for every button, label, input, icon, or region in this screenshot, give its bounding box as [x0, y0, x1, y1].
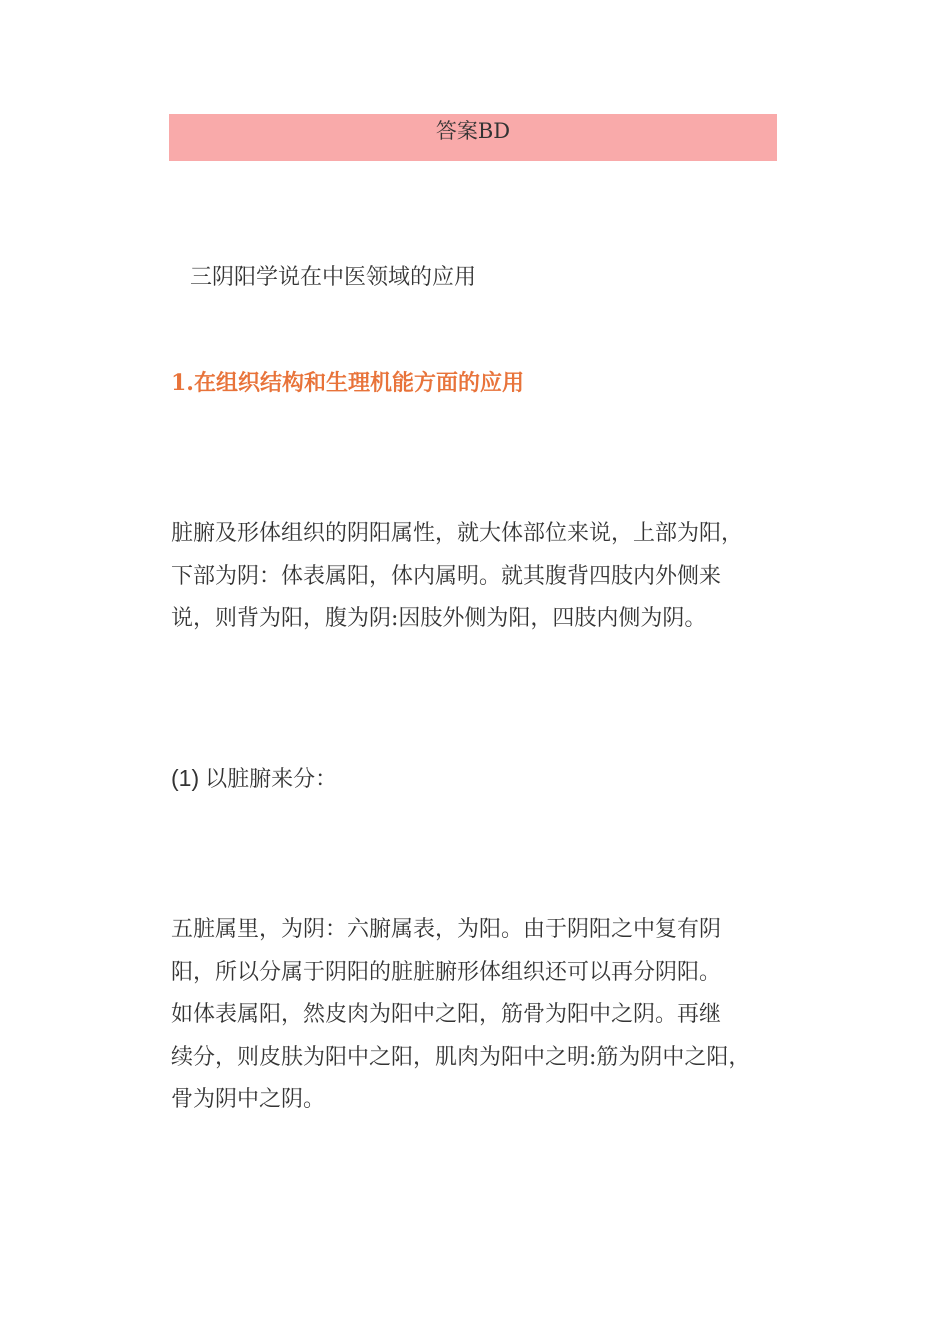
- item-number: (1): [171, 765, 200, 791]
- paragraph-line: 脏腑及形体组织的阴阳属性，就大体部位来说，上部为阳，: [171, 521, 744, 546]
- paragraph-line: 说，则背为阳，腹为阴:因肢外侧为阳，四肢内侧为阴。: [171, 606, 707, 631]
- answer-banner-text: 答案BD: [435, 119, 511, 143]
- item-label: [171, 762, 337, 796]
- sub-heading: 1.在组织结构和生理机能方面的应用: [171, 370, 524, 396]
- paragraph-line: 下部为阴：体表属阳，体内属明。就其腹背四肢内外侧来: [171, 563, 722, 589]
- paragraph-body-2: [171, 909, 791, 1122]
- section-title: 三阴阳学说在中医领域的应用: [190, 265, 477, 290]
- paragraph-line: 续分，则皮肤为阳中之阳，肌肉为阳中之明:筋为阴中之阳，: [171, 1044, 751, 1070]
- paragraph-line: 骨为阴中之阴。: [171, 1087, 326, 1112]
- paragraph-line: 如体表属阳，然皮肉为阳中之阳，筋骨为阳中之阴。再继: [171, 1002, 722, 1027]
- paragraph-line: 阳，所以分属于阴阳的脏脏腑形体组织还可以再分阴阳。: [171, 959, 722, 985]
- paragraph-line: 五脏属里，为阴：六腑属表，为阳。由于阴阳之中复有阴: [171, 917, 722, 942]
- answer-banner: [169, 114, 777, 161]
- item-label-text: 以脏腑来分：: [205, 767, 338, 792]
- paragraph-body-1: [171, 513, 791, 641]
